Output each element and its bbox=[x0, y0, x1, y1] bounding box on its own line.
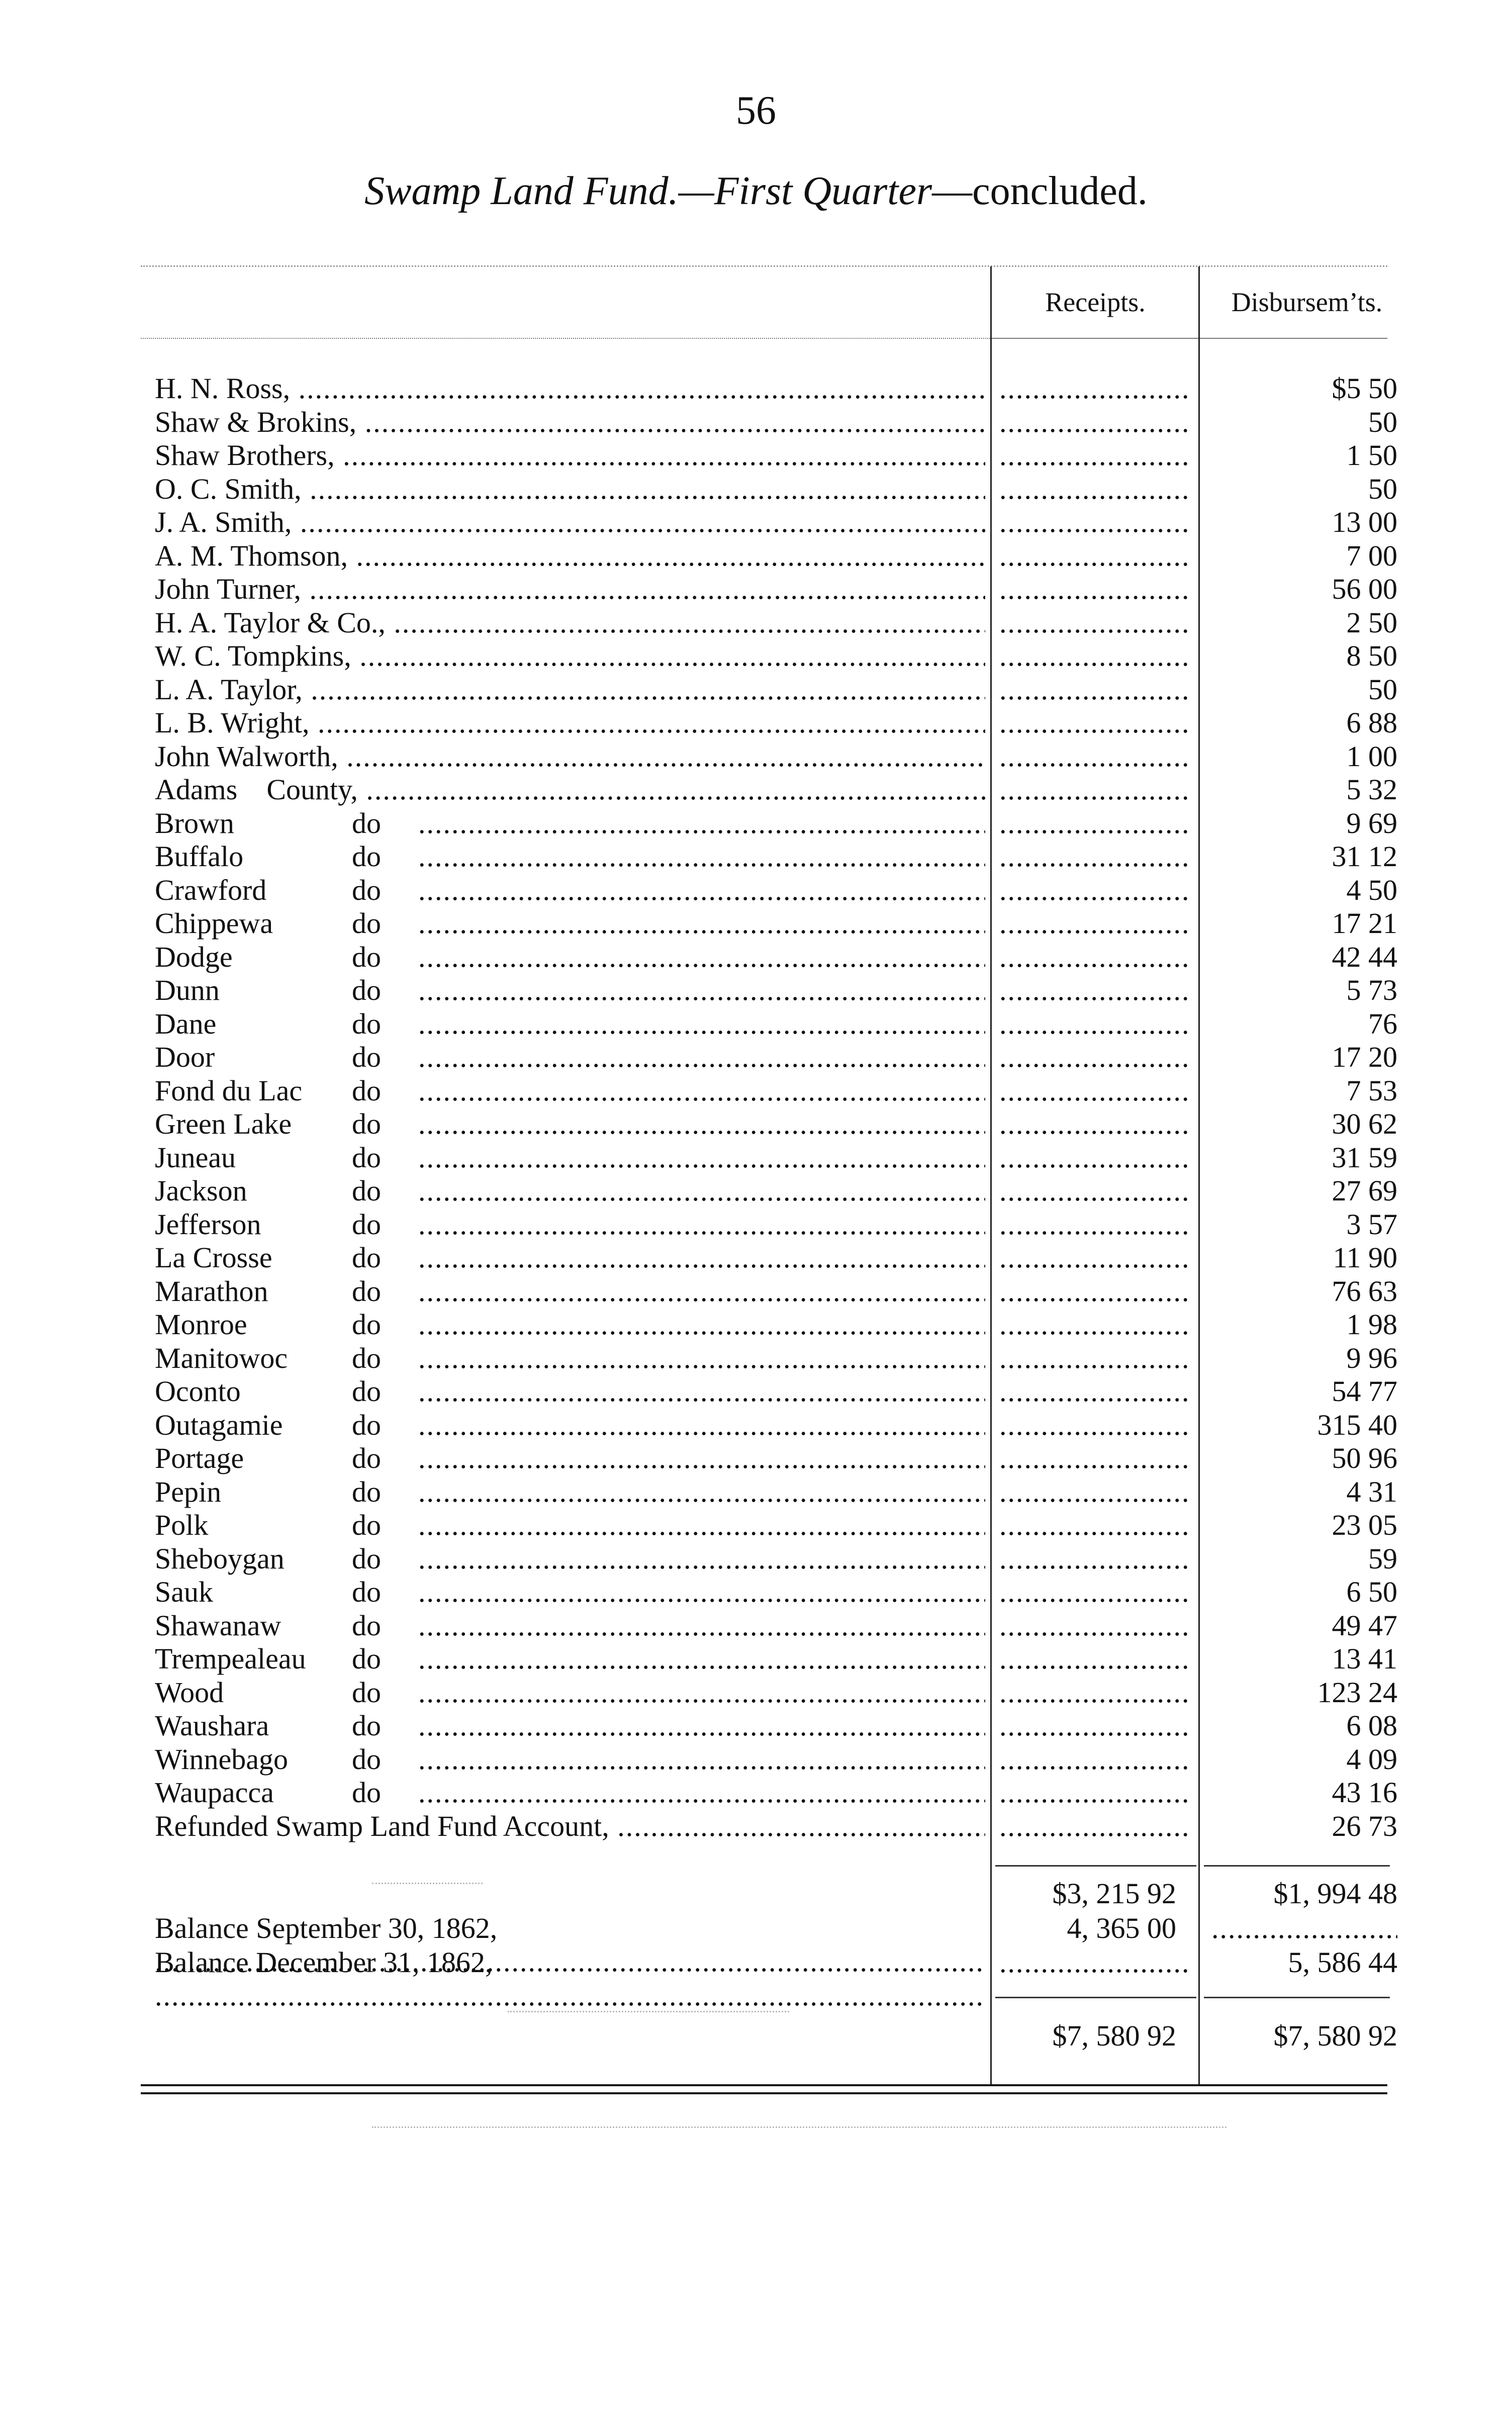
county-ditto: do bbox=[352, 1074, 381, 1107]
top-rule bbox=[141, 265, 1387, 267]
receipts-blank bbox=[999, 606, 1190, 640]
disb-value: 49 47 bbox=[1332, 1609, 1397, 1642]
table-row bbox=[0, 1575, 1512, 1609]
county-ditto: do bbox=[352, 1542, 381, 1575]
table-row bbox=[0, 1442, 1512, 1475]
receipts-blank bbox=[999, 840, 1190, 874]
disb-value: 1 00 bbox=[1346, 739, 1397, 773]
header-rule-left bbox=[141, 338, 990, 339]
page-heading bbox=[0, 168, 1512, 214]
disb-value: 31 12 bbox=[1332, 840, 1397, 873]
leader-dots bbox=[418, 874, 985, 907]
leader-dots bbox=[418, 1007, 985, 1041]
receipts-blank bbox=[999, 1709, 1190, 1743]
receipts-blank bbox=[999, 1810, 1190, 1843]
disb-value: 42 44 bbox=[1332, 940, 1397, 973]
receipts-header: Receipts. bbox=[1045, 287, 1146, 317]
receipts-blank bbox=[999, 1776, 1190, 1810]
receipts-blank bbox=[999, 706, 1190, 740]
receipts-blank bbox=[999, 673, 1190, 707]
receipts-blank bbox=[999, 740, 1190, 774]
county-name: Sauk bbox=[155, 1575, 213, 1608]
subtotal-row bbox=[0, 1876, 1512, 1911]
disb-value: 5 32 bbox=[1346, 773, 1397, 806]
county-name: Crawford bbox=[155, 873, 267, 906]
receipts-blank bbox=[999, 439, 1190, 473]
county-ditto: do bbox=[352, 1308, 381, 1341]
disb-value: 2 50 bbox=[1346, 606, 1397, 639]
disb-value: 43 16 bbox=[1332, 1776, 1397, 1809]
heading-title: Swamp Land Fund.—First Quarter bbox=[364, 169, 932, 213]
closing-rule-lower bbox=[141, 2092, 1387, 2094]
entry-name: L. A. Taylor, ..... bbox=[155, 673, 985, 707]
county-ditto: do bbox=[352, 974, 381, 1006]
table-row bbox=[0, 1174, 1512, 1208]
receipts-blank bbox=[999, 807, 1190, 841]
table-row bbox=[0, 1709, 1512, 1743]
table-row bbox=[0, 1409, 1512, 1442]
county-ditto: do bbox=[352, 1174, 381, 1207]
county-name: Door bbox=[155, 1041, 215, 1073]
receipts-blank bbox=[999, 1642, 1190, 1676]
disb-value: 17 21 bbox=[1332, 907, 1397, 940]
county-name: Waushara bbox=[155, 1709, 269, 1742]
county-ditto: do bbox=[352, 1676, 381, 1709]
table-row bbox=[0, 941, 1512, 974]
page-number: 56 bbox=[736, 88, 776, 133]
entry-name: H. A. Taylor & Co., ..... bbox=[155, 606, 985, 640]
county-name: Winnebago bbox=[155, 1742, 289, 1776]
entry-name: Shaw Brothers, ..... bbox=[155, 439, 985, 473]
leader-dots bbox=[418, 1509, 985, 1542]
county-name: Monroe bbox=[155, 1308, 247, 1341]
total-receipts: $7, 580 92 bbox=[1052, 2019, 1176, 2052]
leader-dots bbox=[418, 1709, 985, 1743]
table-row bbox=[0, 1776, 1512, 1810]
disb-value: 54 77 bbox=[1332, 1375, 1397, 1408]
disbursements-header: Disbursem’ts. bbox=[1231, 287, 1383, 317]
county-ditto: do bbox=[352, 1408, 381, 1441]
table-row bbox=[0, 1342, 1512, 1375]
receipts-blank bbox=[999, 1409, 1190, 1442]
receipts-blank bbox=[999, 1575, 1190, 1609]
balance-september-receipts: 4, 365 00 bbox=[1067, 1912, 1176, 1944]
entry-name: H. N. Ross, ..... bbox=[155, 372, 985, 406]
table-row bbox=[0, 1375, 1512, 1409]
header-rule-receipts bbox=[992, 338, 1198, 339]
county-name: Jackson bbox=[155, 1174, 247, 1207]
leader-dots bbox=[418, 1141, 985, 1175]
county-name: Shawanaw bbox=[155, 1609, 281, 1642]
receipts-blank bbox=[999, 1241, 1190, 1275]
county-name: Chippewa bbox=[155, 907, 273, 940]
balance-december-row bbox=[0, 1946, 1512, 1979]
leader-dots bbox=[418, 941, 985, 974]
county-name: Pepin bbox=[155, 1475, 222, 1508]
disb-value: 4 09 bbox=[1346, 1742, 1397, 1776]
table-row bbox=[0, 1107, 1512, 1141]
county-ditto: do bbox=[352, 1375, 381, 1408]
table-row bbox=[0, 840, 1512, 874]
subtotal-rule-receipts bbox=[995, 1865, 1196, 1867]
leader-dots bbox=[418, 1074, 985, 1108]
leader-dots bbox=[418, 1375, 985, 1409]
county-ditto: do bbox=[352, 1442, 381, 1474]
receipts-blank bbox=[999, 1542, 1190, 1576]
table-row bbox=[0, 1542, 1512, 1576]
table-row bbox=[0, 1308, 1512, 1342]
disb-value: 7 00 bbox=[1346, 539, 1397, 572]
bottom-faint-dots bbox=[372, 2126, 1226, 2128]
disb-value: 123 24 bbox=[1317, 1676, 1397, 1709]
table-row bbox=[0, 1041, 1512, 1074]
receipts-blank bbox=[999, 1442, 1190, 1475]
disb-value: 76 63 bbox=[1332, 1274, 1397, 1308]
table-row bbox=[0, 539, 1512, 573]
table-row bbox=[0, 1475, 1512, 1509]
disb-value: 5 73 bbox=[1346, 974, 1397, 1006]
county-name: Buffalo bbox=[155, 840, 244, 873]
county-ditto: do bbox=[352, 940, 381, 973]
subtotal-disb: $1, 994 48 bbox=[1273, 1877, 1397, 1910]
entry-name: L. B. Wright, ..... bbox=[155, 706, 985, 740]
disb-value: 6 08 bbox=[1346, 1709, 1397, 1742]
receipts-blank bbox=[999, 539, 1190, 573]
receipts-blank bbox=[999, 1743, 1190, 1777]
table-row bbox=[0, 1241, 1512, 1275]
receipts-blank bbox=[999, 1375, 1190, 1409]
leader-dots bbox=[418, 1442, 985, 1475]
disb-value: 315 40 bbox=[1317, 1408, 1397, 1441]
county-name: Outagamie bbox=[155, 1408, 283, 1441]
disb-value: 50 bbox=[1368, 472, 1397, 505]
receipts-blank bbox=[999, 473, 1190, 506]
county-ditto: do bbox=[352, 1575, 381, 1608]
county-ditto: do bbox=[352, 1742, 381, 1776]
balance-september-row bbox=[0, 1912, 1512, 1945]
receipts-blank bbox=[999, 1208, 1190, 1242]
leader-dots bbox=[418, 807, 985, 841]
disb-value: 4 50 bbox=[1346, 873, 1397, 906]
county-name: Waupacca bbox=[155, 1776, 274, 1809]
table-row bbox=[0, 1743, 1512, 1777]
disb-value: 50 bbox=[1368, 405, 1397, 438]
county-ditto: do bbox=[352, 1274, 381, 1308]
county-ditto: do bbox=[352, 1141, 381, 1174]
receipts-blank bbox=[999, 1174, 1190, 1208]
receipts-blank bbox=[999, 1107, 1190, 1141]
table-row bbox=[0, 1074, 1512, 1108]
receipts-blank bbox=[999, 1275, 1190, 1309]
disb-value: 23 05 bbox=[1332, 1509, 1397, 1541]
leader-dots bbox=[418, 1743, 985, 1777]
table-row bbox=[0, 372, 1512, 406]
county-ditto: do bbox=[352, 1509, 381, 1541]
disb-value: 13 41 bbox=[1332, 1642, 1397, 1675]
county-name: Juneau bbox=[155, 1141, 236, 1174]
disb-value: 56 00 bbox=[1332, 573, 1397, 605]
receipts-blank bbox=[999, 941, 1190, 974]
leader-dots bbox=[418, 907, 985, 941]
disb-value: 6 50 bbox=[1346, 1575, 1397, 1608]
county-name: Jefferson bbox=[155, 1208, 261, 1241]
table-row bbox=[0, 807, 1512, 841]
leader-dots bbox=[418, 1676, 985, 1710]
receipts-blank bbox=[999, 1007, 1190, 1041]
subtotal-receipts: $3, 215 92 bbox=[1052, 1877, 1176, 1910]
table-row bbox=[0, 1509, 1512, 1542]
disb-value: 1 98 bbox=[1346, 1308, 1397, 1341]
heading-suffix: —concluded. bbox=[932, 169, 1148, 213]
county-ditto: do bbox=[352, 873, 381, 906]
disb-value: 59 bbox=[1368, 1542, 1397, 1575]
county-ditto: do bbox=[352, 1776, 381, 1809]
table-row bbox=[0, 1141, 1512, 1175]
disb-value: 11 90 bbox=[1333, 1241, 1397, 1274]
county-name: Green Lake bbox=[155, 1107, 292, 1140]
table-row bbox=[0, 907, 1512, 941]
leader-dots bbox=[418, 840, 985, 874]
disb-value: 27 69 bbox=[1332, 1174, 1397, 1207]
disb-value: 7 53 bbox=[1346, 1074, 1397, 1107]
table-row bbox=[0, 874, 1512, 907]
disb-value: 3 57 bbox=[1346, 1208, 1397, 1241]
county-ditto: do bbox=[352, 840, 381, 873]
disb-blank bbox=[1211, 1912, 1397, 1945]
receipts-blank bbox=[999, 907, 1190, 941]
total-faint-dots bbox=[508, 2011, 789, 2012]
table-row bbox=[0, 1208, 1512, 1242]
table-row bbox=[0, 1609, 1512, 1643]
county-name: La Crosse bbox=[155, 1241, 272, 1274]
leader-dots bbox=[418, 1241, 985, 1275]
leader-dots bbox=[418, 1642, 985, 1676]
disb-value: 6 88 bbox=[1346, 706, 1397, 739]
table-row bbox=[0, 473, 1512, 506]
county-ditto: do bbox=[352, 1341, 381, 1374]
table-row bbox=[0, 639, 1512, 673]
county-name: Dane bbox=[155, 1007, 217, 1040]
leader-dots bbox=[418, 1041, 985, 1074]
refund-disb: 26 73 bbox=[1332, 1809, 1397, 1842]
county-name: Fond du Lac bbox=[155, 1074, 303, 1107]
county-ditto: do bbox=[352, 1208, 381, 1241]
leader-dots bbox=[418, 1275, 985, 1309]
balance-december-label: Balance December 31, 1862, ..... bbox=[155, 1946, 985, 2012]
disb-value: 76 bbox=[1368, 1007, 1397, 1040]
county-name: Marathon bbox=[155, 1274, 268, 1308]
disb-value: 50 bbox=[1368, 673, 1397, 706]
table-row bbox=[0, 1642, 1512, 1676]
table-row bbox=[0, 1676, 1512, 1710]
balance-september-label: Balance September 30, 1862, ..... bbox=[155, 1912, 985, 1978]
receipts-blank bbox=[999, 639, 1190, 673]
receipts-blank bbox=[999, 1946, 1190, 1979]
county-name: Wood bbox=[155, 1676, 224, 1709]
leader-dots bbox=[418, 1542, 985, 1576]
receipts-blank bbox=[999, 974, 1190, 1007]
county-name: Dunn bbox=[155, 974, 220, 1006]
total-rule-disb bbox=[1204, 1997, 1390, 1998]
county-name: Oconto bbox=[155, 1375, 241, 1408]
receipts-blank bbox=[999, 1676, 1190, 1710]
table-row bbox=[0, 706, 1512, 740]
table-row-refund bbox=[0, 1810, 1512, 1843]
entry-name: John Turner, ..... bbox=[155, 573, 985, 606]
table-row bbox=[0, 506, 1512, 539]
subtotal-rule-disb bbox=[1204, 1865, 1390, 1867]
refund-label: Refunded Swamp Land Fund Account, ..... bbox=[155, 1810, 985, 1843]
county-ditto: do bbox=[352, 1041, 381, 1073]
receipts-blank bbox=[999, 1609, 1190, 1643]
county-name: Polk bbox=[155, 1509, 209, 1541]
leader-dots bbox=[418, 1609, 985, 1643]
entry-name: A. M. Thomson, ..... bbox=[155, 539, 985, 573]
total-row bbox=[0, 2018, 1512, 2054]
total-disb: $7, 580 92 bbox=[1273, 2019, 1397, 2052]
county-name: Dodge bbox=[155, 940, 233, 973]
county-name: Manitowoc bbox=[155, 1341, 288, 1374]
county-ditto: do bbox=[352, 907, 381, 940]
receipts-blank bbox=[999, 372, 1190, 406]
entry-name: Adams County, ..... bbox=[155, 773, 985, 807]
county-ditto: do bbox=[352, 1609, 381, 1642]
receipts-blank bbox=[999, 1141, 1190, 1175]
receipts-blank bbox=[999, 1308, 1190, 1342]
county-ditto: do bbox=[352, 1709, 381, 1742]
closing-rule-upper bbox=[141, 2084, 1387, 2086]
county-ditto: do bbox=[352, 1007, 381, 1040]
receipts-blank bbox=[999, 1041, 1190, 1074]
leader-dots bbox=[418, 1308, 985, 1342]
entry-name: J. A. Smith, ..... bbox=[155, 506, 985, 539]
county-name: Portage bbox=[155, 1442, 244, 1474]
county-ditto: do bbox=[352, 806, 381, 840]
table-row bbox=[0, 673, 1512, 707]
leader-dots bbox=[418, 1409, 985, 1442]
table-row bbox=[0, 1007, 1512, 1041]
receipts-blank bbox=[999, 506, 1190, 539]
receipts-blank bbox=[999, 874, 1190, 907]
balance-december-disb: 5, 586 44 bbox=[1288, 1946, 1397, 1979]
leader-dots bbox=[418, 1776, 985, 1810]
receipts-blank bbox=[999, 1509, 1190, 1542]
table-row bbox=[0, 1275, 1512, 1309]
disb-value: 9 96 bbox=[1346, 1341, 1397, 1374]
table-row bbox=[0, 773, 1512, 807]
leader-dots bbox=[418, 1208, 985, 1242]
table-row bbox=[0, 573, 1512, 606]
entry-name: John Walworth, ..... bbox=[155, 740, 985, 774]
disb-value: 13 00 bbox=[1332, 506, 1397, 538]
disb-value: 4 31 bbox=[1346, 1475, 1397, 1508]
disb-value: 9 69 bbox=[1346, 806, 1397, 840]
header-rule-disb bbox=[1200, 338, 1387, 339]
total-rule-receipts bbox=[995, 1997, 1196, 1998]
disb-value: 8 50 bbox=[1346, 639, 1397, 672]
county-ditto: do bbox=[352, 1241, 381, 1274]
leader-dots bbox=[418, 1475, 985, 1509]
receipts-blank bbox=[999, 1074, 1190, 1108]
disb-value: 50 96 bbox=[1332, 1442, 1397, 1474]
county-name: Brown bbox=[155, 806, 234, 840]
disb-value: 31 59 bbox=[1332, 1141, 1397, 1174]
receipts-blank bbox=[999, 1342, 1190, 1375]
leader-dots bbox=[418, 1342, 985, 1375]
leader-dots bbox=[418, 1575, 985, 1609]
county-ditto: do bbox=[352, 1107, 381, 1140]
disb-value: 17 20 bbox=[1332, 1041, 1397, 1073]
receipts-blank bbox=[999, 406, 1190, 439]
disb-value: $5 50 bbox=[1332, 372, 1397, 405]
county-ditto: do bbox=[352, 1475, 381, 1508]
receipts-blank bbox=[999, 1475, 1190, 1509]
table-row bbox=[0, 740, 1512, 774]
table-row bbox=[0, 974, 1512, 1007]
entry-name: O. C. Smith, ..... bbox=[155, 473, 985, 506]
entry-name: W. C. Tompkins, ..... bbox=[155, 639, 985, 673]
disb-value: 30 62 bbox=[1332, 1107, 1397, 1140]
receipts-blank bbox=[999, 773, 1190, 807]
leader-dots bbox=[418, 974, 985, 1007]
leader-dots bbox=[418, 1107, 985, 1141]
county-name: Sheboygan bbox=[155, 1542, 285, 1575]
receipts-blank bbox=[999, 573, 1190, 606]
table-row bbox=[0, 606, 1512, 640]
county-ditto: do bbox=[352, 1642, 381, 1675]
entry-name: Shaw & Brokins, ..... bbox=[155, 406, 985, 439]
disb-value: 1 50 bbox=[1346, 439, 1397, 472]
table-row bbox=[0, 439, 1512, 473]
county-name: Trempealeau bbox=[155, 1642, 306, 1675]
ledger-rows bbox=[0, 372, 1512, 1843]
table-row bbox=[0, 406, 1512, 439]
leader-dots bbox=[418, 1174, 985, 1208]
